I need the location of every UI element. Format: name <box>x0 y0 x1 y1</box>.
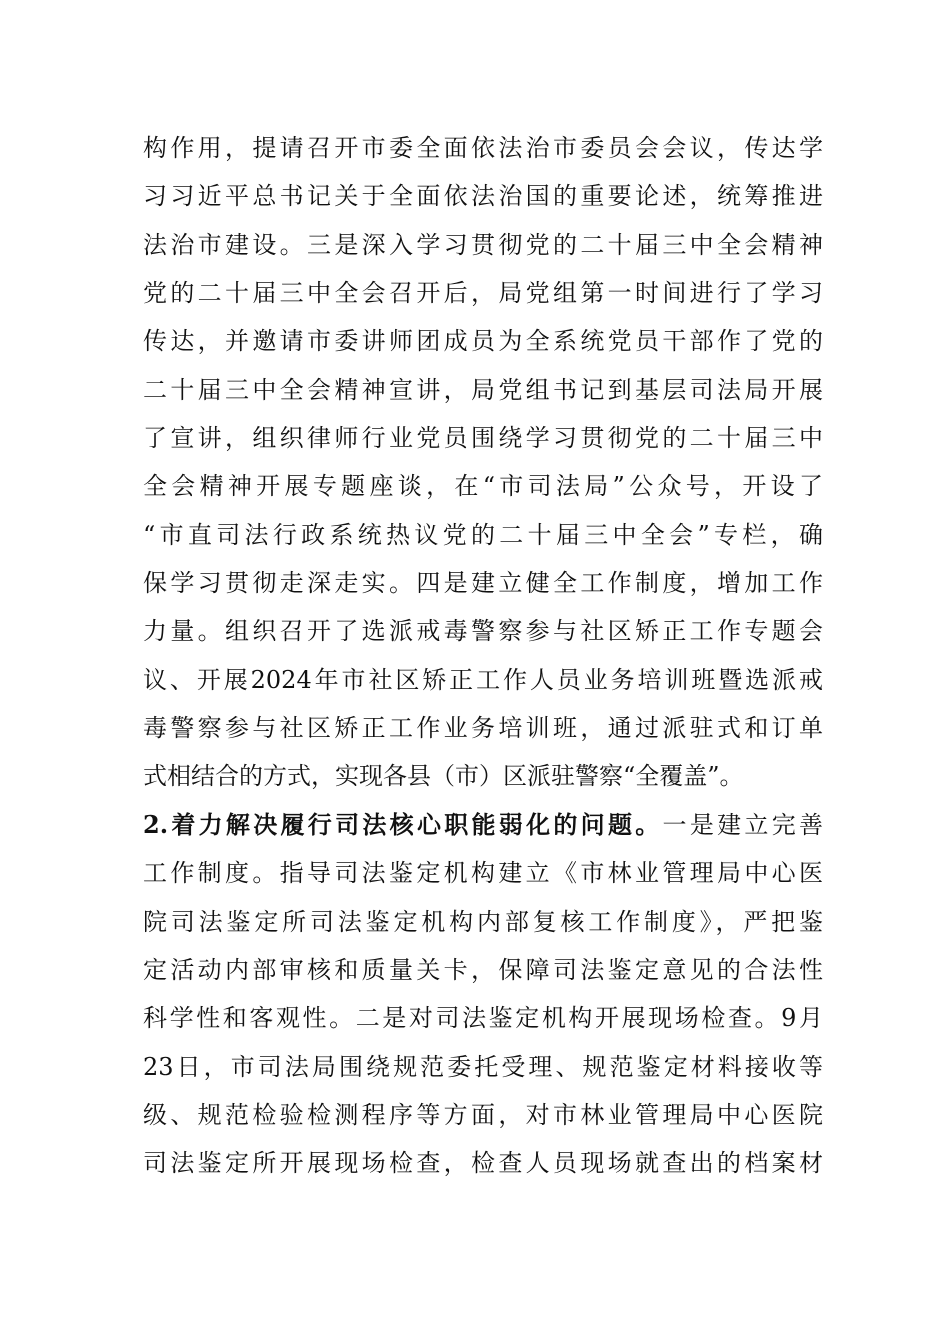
text-line: 科学性和客观性。二是对司法鉴定机构开展现场检查。9月 <box>143 1004 823 1033</box>
text-line: 式相结合的方式，实现各县（市）区派驻警察“全覆盖”。 <box>143 762 744 791</box>
text-line: 二十届三中全会精神宣讲，局党组书记到基层司法局开展 <box>143 375 823 404</box>
text-line: 力量。组织召开了选派戒毒警察参与社区矫正工作专题会 <box>143 617 823 646</box>
text-line: 工作制度。指导司法鉴定机构建立《市林业管理局中心医 <box>143 859 823 888</box>
text-line: 法治市建设。三是深入学习贯彻党的二十届三中全会精神 <box>143 230 823 259</box>
section-heading-line <box>143 801 823 849</box>
text-line: 议、开展2024年市社区矫正工作人员业务培训班暨选派戒 <box>143 665 823 694</box>
text-line: 构作用，提请召开市委全面依法治市委员会会议，传达学 <box>143 134 823 162</box>
text-line: 司法鉴定所开展现场检查，检查人员现场就查出的档案材 <box>143 1149 823 1178</box>
text-line: 院司法鉴定所司法鉴定机构内部复核工作制度》，严把鉴 <box>143 907 823 936</box>
text-line: 毒警察参与社区矫正工作业务培训班，通过派驻式和订单 <box>143 714 823 743</box>
text-line: 了宣讲，组织律师行业党员围绕学习贯彻党的二十届三中 <box>143 424 823 453</box>
text-line: 党的二十届三中全会召开后，局党组第一时间进行了学习 <box>143 279 823 308</box>
text-line: 保学习贯彻走深走实。四是建立健全工作制度，增加工作 <box>143 569 823 598</box>
text-line: 传达，并邀请市委讲师团成员为全系统党员干部作了党的 <box>143 327 823 356</box>
text-line: 全会精神开展专题座谈，在“市司法局”公众号，开设了 <box>143 472 823 501</box>
text-line: 23日，市司法局围绕规范委托受理、规范鉴定材料接收等 <box>143 1052 823 1081</box>
heading-continuation: 一是建立完善 <box>662 810 823 839</box>
text-line: 级、规范检验检测程序等方面，对市林业管理局中心医院 <box>143 1100 823 1129</box>
text-line: 习习近平总书记关于全面依法治国的重要论述，统筹推进 <box>143 182 823 211</box>
text-line: 定活动内部审核和质量关卡，保障司法鉴定意见的合法性 <box>143 955 823 984</box>
section-heading: 2.着力解决履行司法核心职能弱化的问题。 <box>143 809 663 839</box>
document-body <box>143 124 823 1188</box>
text-line: “市直司法行政系统热议党的二十届三中全会”专栏，确 <box>143 520 823 549</box>
